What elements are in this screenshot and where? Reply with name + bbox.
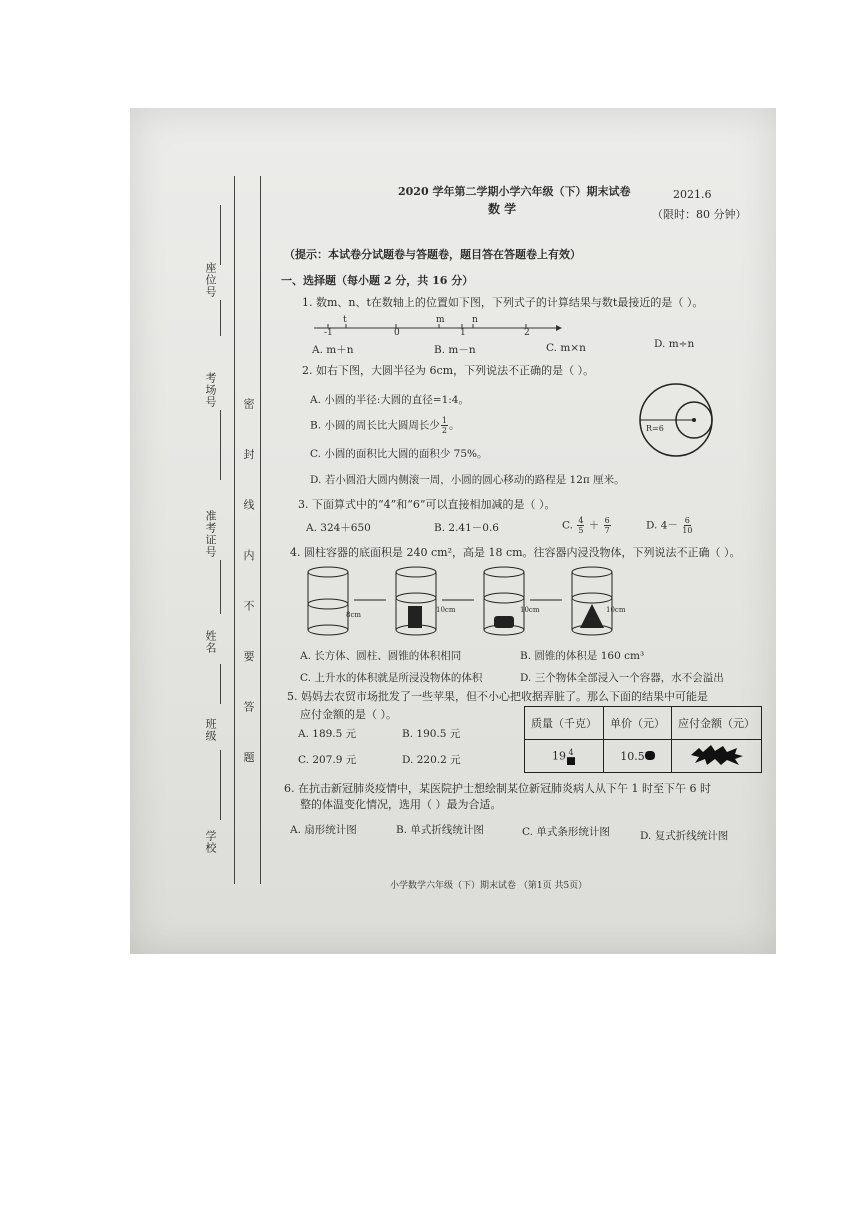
q3-option-d: D. 4－ $\frac{6}{10}$ [646, 516, 693, 535]
cell-mass: 19 4 [525, 740, 604, 773]
margin-name: 姓名 [204, 630, 217, 654]
cell-amount-smudged [672, 740, 762, 773]
q4-option-d: D. 三个物体全部浸入一个容器，水不会溢出 [520, 672, 724, 684]
margin-line-inner [234, 176, 235, 884]
circles-figure [636, 380, 716, 460]
q6-option-a: A. 扇形统计图 [290, 824, 357, 836]
q2-stem: 2. 如右下图，大圆半径为 6cm，下列说法不正确的是（ ）。 [302, 364, 595, 377]
seat-underline [220, 205, 221, 265]
axis-label-m: m [436, 315, 445, 325]
margin-seat-no: 座位号 [204, 262, 217, 298]
q1-option-d: D. m÷n [654, 338, 695, 350]
exam-no-underline [220, 410, 221, 480]
exam-title: 2020 学年第二学期小学六年级（下）期末试卷 [398, 185, 631, 198]
q5-stem-2: 应付金额的是（ ）。 [300, 708, 397, 721]
subject-title: 数 学 [488, 202, 517, 216]
header-price: 单价（元） [604, 707, 672, 740]
page-footer: 小学数学六年级（下）期末试卷 （第1页 共5页） [390, 881, 588, 891]
ink-smudge-icon [689, 744, 745, 766]
margin-school: 学校 [204, 830, 217, 854]
q4-stem: 4. 圆柱容器的底面积是 240 cm²，高是 18 cm。往容器内浸没物体，下列说法不正确（ ）。 [290, 546, 741, 559]
q3-stem: 3. 下面算式中的“4”和“6”可以直接相加减的是（ ）。 [298, 498, 556, 511]
receipt-table [524, 706, 762, 773]
cyl1-label: 8cm [346, 611, 362, 619]
class-underline [220, 750, 221, 820]
q1-stem: 1. 数m、n、t在数轴上的位置如下图，下列式子的计算结果与数t最接近的是（ ）。 [302, 296, 704, 309]
notice: （提示：本试卷分试题卷与答题卷，题目答在答题卷上有效） [284, 248, 581, 261]
q5-stem-1: 5. 妈妈去农贸市场批发了一些苹果，但不小心把收据弄脏了。那么下面的结果中可能是 [287, 690, 708, 703]
q4-option-b: B. 圆锥的体积是 160 cm³ [520, 650, 645, 662]
circle-radius-label: R=6 [646, 424, 664, 433]
q2-frac: $\frac{1}{2}$ [441, 416, 447, 435]
q5-option-d: D. 220.2 元 [402, 754, 461, 766]
q5-option-b: B. 190.5 元 [402, 728, 461, 740]
q3-option-a: A. 324＋650 [306, 522, 371, 534]
axis-label-neg1: -1 [324, 328, 333, 338]
cell-price: 10.5 [604, 740, 672, 773]
q5-option-c: C. 207.9 元 [298, 754, 357, 766]
q6-option-b: B. 单式折线统计图 [396, 824, 484, 836]
seal-line-text: 密 封 线 内 不 要 答 题 [242, 398, 255, 781]
q1-option-b: B. m－n [434, 344, 476, 356]
q5-option-a: A. 189.5 元 [298, 728, 357, 740]
q2-option-b: B. 小圆的周长比大圆周长少 $\frac{1}{2}$ 。 [310, 416, 460, 435]
seat-underline2 [220, 300, 221, 336]
axis-label-1: 1 [460, 328, 466, 338]
q2-option-a: A. 小圆的半径:大圆的直径=1:4。 [310, 394, 469, 406]
q1-option-a: A. m＋n [312, 344, 354, 356]
cylinders-figure [306, 564, 636, 640]
ticket-underline [220, 560, 221, 614]
q4-option-c: C. 上升水的体积就是所浸没物体的体积 [300, 672, 483, 684]
header-mass: 质量（千克） [525, 707, 604, 740]
margin-ticket-no: 准考证号 [204, 510, 217, 558]
q6-option-d: D. 复式折线统计图 [640, 830, 729, 842]
exam-date: 2021.6 [673, 188, 712, 201]
name-underline [220, 664, 221, 704]
q3-option-b: B. 2.41－0.6 [434, 522, 499, 534]
section-title: 一、选择题（每小题 2 分，共 16 分） [281, 274, 474, 287]
q6-stem-1: 6. 在抗击新冠肺炎疫情中，某医院护士想绘制某位新冠肺炎病人从下午 1 时至下午 6 时 [284, 782, 711, 795]
ink-smudge-small [645, 751, 655, 760]
cyl2-label: 10cm [436, 606, 456, 614]
axis-label-n: n [472, 315, 478, 325]
header-amount: 应付金额（元） [672, 707, 762, 740]
time-limit: （限时：80 分钟） [652, 208, 747, 221]
cyl3-label: 10cm [520, 606, 540, 614]
q1-option-c: C. m×n [546, 342, 586, 354]
q6-stem-2: 整的体温变化情况，选用（ ）最为合适。 [300, 798, 502, 811]
q2-option-d: D. 若小圆沿大圆内侧滚一周，小圆的圆心移动的路程是 12π 厘米。 [310, 474, 625, 486]
margin-exam-no: 考场号 [204, 372, 217, 408]
q2-option-c: C. 小圆的面积比大圆的面积少 75%。 [310, 448, 488, 460]
q4-option-a: A. 长方体、圆柱、圆锥的体积相同 [300, 650, 462, 662]
cyl4-label: 10cm [606, 606, 626, 614]
axis-label-t: t [343, 315, 347, 325]
axis-label-0: 0 [394, 328, 400, 338]
q3-option-c: C. $\frac{4}{5}$ ＋ $\frac{6}{7}$ [562, 516, 610, 535]
margin-class: 班级 [204, 718, 217, 742]
axis-label-2: 2 [524, 328, 530, 338]
margin-line-outer [260, 176, 261, 884]
q6-option-c: C. 单式条形统计图 [522, 826, 610, 838]
